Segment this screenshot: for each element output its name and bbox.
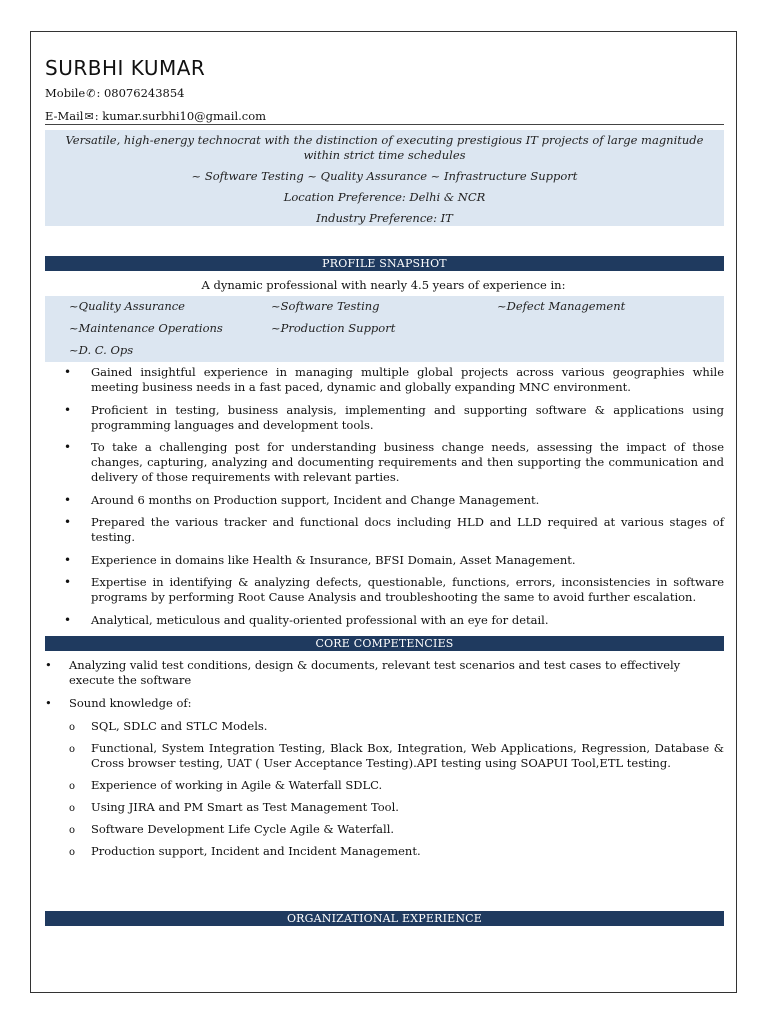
- list-item: • Gained insightful experience in managing multiple global projects across various geographies while meeting business needs in a fast paced, dynamic and globally expanding MNC environment.: [45, 365, 724, 395]
- skill-item: ~Defect Management: [497, 299, 626, 313]
- list-item: • Experience in domains like Health & Insurance, BFSI Domain, Asset Management.: [45, 553, 724, 568]
- skill-item: ~Software Testing: [271, 299, 380, 313]
- list-item: • Expertise in identifying & analyzing defects, questionable, functions, errors, inconsistencies in software programs by performing Root Cause Analysis and troubleshooting the same to avoid further escalation.: [45, 575, 724, 605]
- intro-focus: ~ Software Testing ~ Quality Assurance ~ Infrastructure Support: [191, 169, 578, 183]
- skill-item: ~Production Support: [271, 321, 396, 335]
- skills-grid: [45, 296, 724, 362]
- email-label: E-Mail: [45, 109, 84, 123]
- core-competencies-list: [31, 658, 724, 866]
- list-item: • Analyzing valid test conditions, design & documents, relevant test scenarios and test cases to effectively execute the software: [31, 658, 724, 688]
- list-item: • Proficient in testing, business analysis, implementing and supporting software & applications using programming languages and development tools.: [45, 403, 724, 433]
- sub-list-item: o Software Development Life Cycle Agile & Waterfall.: [31, 822, 724, 837]
- sub-list-item: o Functional, System Integration Testing, Black Box, Integration, Web Applications, Regression, Database & Cross browser testing, UAT ( User Acceptance Testing).API testing using SOAPUI Tool,ETL testing.: [31, 741, 724, 771]
- mobile-number: : 08076243854: [96, 86, 185, 100]
- profile-snapshot-heading: PROFILE SNAPSHOT: [45, 256, 724, 271]
- core-competencies-heading: CORE COMPETENCIES: [45, 636, 724, 651]
- skill-item: ~Maintenance Operations: [69, 321, 223, 335]
- list-item: • To take a challenging post for understanding business change needs, assessing the impact of those changes, capturing, analyzing and documenting requirements and then supporting the communication and delivery of those requirements with relevant parties.: [45, 440, 724, 485]
- organizational-experience-heading: ORGANIZATIONAL EXPERIENCE: [45, 911, 724, 926]
- sub-list-item: o SQL, SDLC and STLC Models.: [31, 719, 724, 734]
- header-divider: [45, 124, 724, 125]
- intro-location: Location Preference: Delhi & NCR: [283, 190, 486, 204]
- profile-bullets: [45, 365, 724, 635]
- candidate-name: SURBHI KUMAR: [45, 56, 206, 80]
- sub-list-item: o Production support, Incident and Incident Management.: [31, 844, 724, 859]
- email-address: : kumar.surbhi10@gmail.com: [94, 109, 267, 123]
- profile-summary: A dynamic professional with nearly 4.5 years of experience in:: [201, 278, 566, 292]
- list-item: • Prepared the various tracker and functional docs including HLD and LLD required at various stages of testing.: [45, 515, 724, 545]
- intro-box: [45, 130, 724, 226]
- resume-page: [30, 31, 737, 993]
- skill-item: ~D. C. Ops: [69, 343, 134, 357]
- envelope-icon: ✉: [84, 110, 94, 123]
- sub-list-item: o Experience of working in Agile & Waterfall SDLC.: [31, 778, 724, 793]
- sub-list-item: o Using JIRA and PM Smart as Test Management Tool.: [31, 800, 724, 815]
- mobile-label: Mobile: [45, 86, 86, 100]
- intro-industry: Industry Preference: IT: [316, 211, 453, 225]
- mobile-line: [45, 86, 184, 100]
- email-line: [45, 109, 266, 123]
- intro-tagline: Versatile, high-energy technocrat with the distinction of executing prestigious IT projects of large magnitude within strict time schedules: [65, 133, 704, 162]
- list-item: • Sound knowledge of:: [31, 696, 724, 711]
- list-item: • Analytical, meticulous and quality-oriented professional with an eye for detail.: [45, 613, 724, 628]
- skill-item: ~Quality Assurance: [69, 299, 185, 313]
- phone-icon: ✆: [86, 87, 96, 100]
- list-item: • Around 6 months on Production support, Incident and Change Management.: [45, 493, 724, 508]
